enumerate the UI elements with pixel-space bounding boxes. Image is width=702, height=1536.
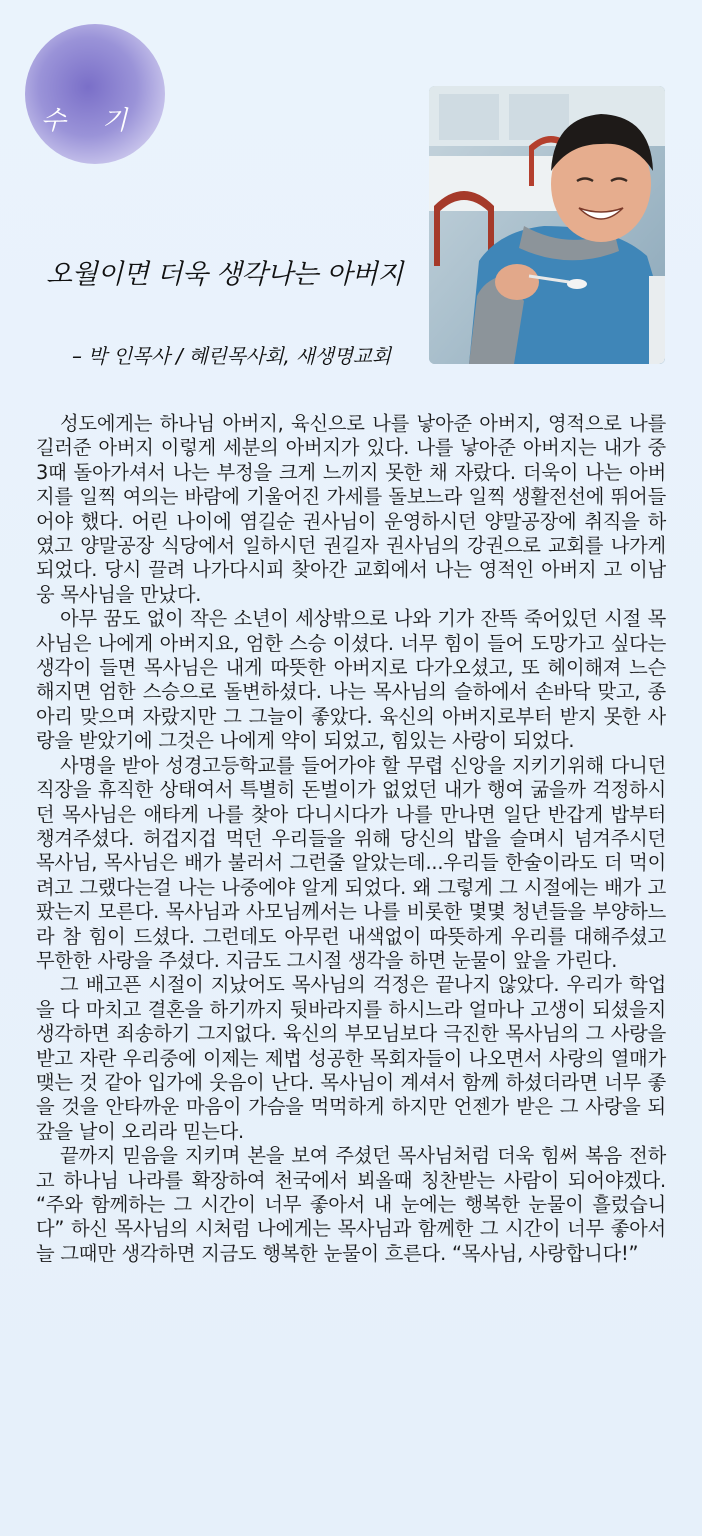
body-paragraph-2: 아무 꿈도 없이 작은 소년이 세상밖으로 나와 기가 잔뜩 죽어있던 시절 목사님은 나에게 아버지요, 엄한 스승 이셨다. 너무 힘이 들어 도망가고 싶다는 생각이 들면 목사님은 내게 따뜻한 아버지로 다가오셨고, 또 헤이해져 느슨해지면 엄한 스승으로 돌변하셨다. 나는 목사님의 슬하에서 손바닥 맞고, 종아리 맞으며 자랐지만 그 그늘이 좋았다. 육신의 아버지로부터 받지 못한 사랑을 받았기에 그것은 나에게 약이 되었고, 힘있는 사랑이 되었다. — [36, 607, 666, 753]
body-paragraph-5: 끝까지 믿음을 지키며 본을 보여 주셨던 목사님처럼 더욱 힘써 복음 전하고 하나님 나라를 확장하여 천국에서 뵈올때 칭찬받는 사람이 되어야겠다. “주와 함께하는 그 시간이 너무 좋아서 내 눈에는 행복한 눈물이 흘렀습니다” 하신 목사님의 시처럼 나에게는 목사님과 함께한 그 시간이 너무 좋아서 늘 그때만 생각하면 지금도 행복한 눈물이 흐른다. “목사님, 사랑합니다!” — [36, 1144, 666, 1265]
body-paragraph-3: 사명을 받아 성경고등학교를 들어가야 할 무렵 신앙을 지키기위해 다니던 직장을 휴직한 상태여서 특별히 돈벌이가 없었던 내가 행여 굶을까 걱정하시던 목사님은 애타게 나를 찾아 다니시다가 나를 만나면 일단 반갑게 밥부터 챙겨주셨다. 허겁지겁 먹던 우리들을 위해 당신의 밥을 슬며시 넘겨주시던 목사님, 목사님은 배가 불러서 그런줄 알았는데...우리들 한술이라도 더 먹이려고 그랬다는걸 나는 나중에야 알게 되었다. 왜 그렇게 그 시절에는 배가 고팠는지 모른다. 목사님과 사모님께서는 나를 비롯한 몇몇 청년들을 부양하느라 참 힘이 드셨다. 그런데도 아무런 내색없이 따뜻하게 우리를 대해주셨고 무한한 사랑을 주셨다. 지금도 그시절 생각을 하면 눈물이 앞을 가린다. — [36, 753, 666, 972]
article-title: 오월이면 더욱 생각나는 아버지 — [46, 259, 403, 290]
article-byline: – 박 인목사 / 혜린목사회, 새생명교회 — [72, 344, 391, 368]
category-badge-label: 수 기 — [40, 106, 142, 136]
body-paragraph-4: 그 배고픈 시절이 지났어도 목사님의 걱정은 끝나지 않았다. 우리가 학업을 다 마치고 결혼을 하기까지 뒷바라지를 하시느라 얼마나 고생이 되셨을지 생각하면 죄송하기 그지없다. 육신의 부모님보다 극진한 목사님의 그 사랑을 받고 자란 우리중에 이제는 제법 성공한 목회자들이 나오면서 사랑의 열매가 맺는 것 같아 입가에 웃음이 난다. 목사님이 계셔서 함께 하셨더라면 너무 좋을 것을 안타까운 마음이 가슴을 먹먹하게 하지만 언젠가 받은 그 사랑을 되갚을 날이 오리라 믿는다. — [36, 973, 666, 1143]
body-paragraph-1: 성도에게는 하나님 아버지, 육신으로 나를 낳아준 아버지, 영적으로 나를 길러준 아버지 이렇게 세분의 아버지가 있다. 나를 낳아준 아버지는 내가 중3때 돌아가셔서 나는 부정을 크게 느끼지 못한 채 자랐다. 더욱이 나는 아버지를 일찍 여의는 바람에 기울어진 가세를 돌보느라 일찍 생활전선에 뛰어들어야 했다. 어린 나이에 염길순 권사님이 운영하시던 양말공장에 취직을 하였고 양말공장 식당에서 일하시던 권길자 권사님의 강권으로 교회를 나가게 되었다. 당시 끌려 나가다시피 찾아간 교회에서 나는 영적인 아버지 고 이남웅 목사님을 만났다. — [36, 412, 666, 606]
article-body — [36, 412, 666, 1266]
category-badge — [25, 24, 165, 164]
portrait-photo-icon — [429, 86, 665, 364]
author-photo — [429, 86, 665, 364]
